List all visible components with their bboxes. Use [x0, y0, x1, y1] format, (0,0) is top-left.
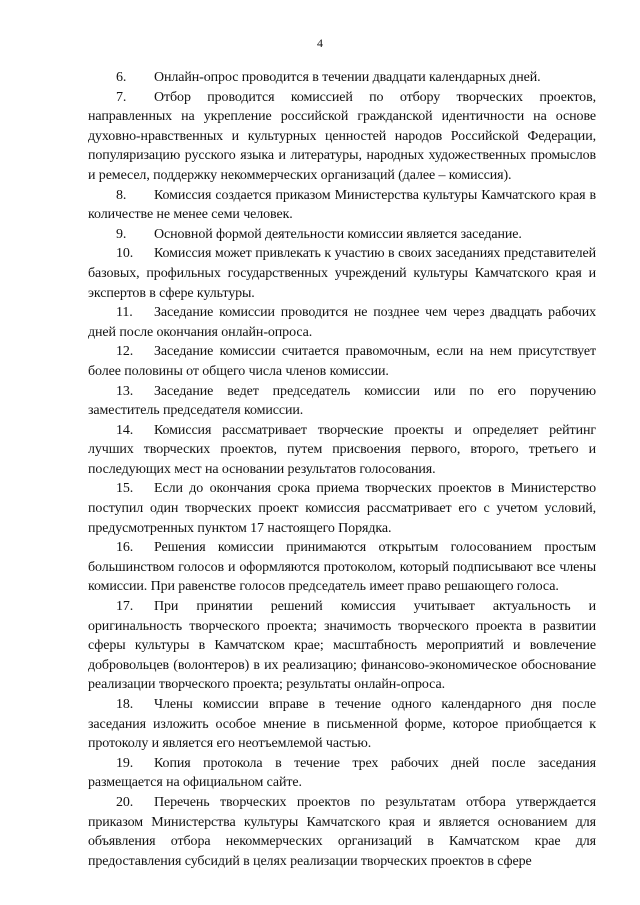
paragraph-number: 16.: [116, 540, 134, 556]
paragraph-number: 15.: [116, 481, 134, 497]
paragraph-text: Онлайн-опрос проводится в течении двадцати календарных дней.: [154, 70, 541, 85]
paragraph-text: Комиссия рассматривает творческие проекты и определяет рейтинг лучших творческих проектов, путем присвоения первого, второго, третьего и последующих мест на основании результатов голосования.: [88, 422, 596, 477]
paragraph-number: 18.: [116, 697, 134, 712]
paragraph-17: [88, 597, 596, 695]
paragraph-text: Решения комиссии принимаются открытым голосованием простым большинством голосов и оформляются протоколом, который подписывают все члены комиссии. При равенстве голосов председатель имеет право решающего голоса.: [88, 540, 596, 595]
paragraph-11: [88, 303, 596, 342]
paragraph-text: Если до окончания срока приема творческих проектов в Министерство поступил один творческих проект комиссия рассматривает его с учетом условий, предусмотренных пунктом 17 настоящего Порядка.: [88, 481, 596, 536]
paragraph-text: Члены комиссии вправе в течение одного календарного дня после заседания изложить особое мнение в письменной форме, которое приобщается к протоколу и является его неотъемлемой частью.: [88, 697, 596, 752]
paragraph-number: 6.: [116, 70, 127, 85]
paragraph-text: Копия протокола в течение трех рабочих дней после заседания размещается на официальном сайте.: [88, 755, 596, 791]
paragraph-text: При принятии решений комиссия учитывает актуальность и оригинальность творческого проекта; значимость творческого проекта в развитии сферы культуры в Камчатском крае; масштабность мероприятий и вовлечение добровольцев (волонтеров) в их реализацию; финансово-экономическое обоснование реализации творческого проекта; результаты онлайн-опроса.: [88, 599, 596, 693]
paragraph-text: Основной формой деятельности комиссии является заседание.: [154, 226, 522, 242]
paragraph-text: Комиссия может привлекать к участию в своих заседаниях представителей базовых, профильных государственных учреждений культуры Камчатского края и экспертов в сфере культуры.: [88, 246, 596, 301]
paragraph-10: [88, 244, 596, 303]
paragraph-9: [88, 225, 596, 245]
paragraph-text: Комиссия создается приказом Министерства культуры Камчатского края в количестве не менее семи человек.: [88, 187, 596, 223]
paragraph-19: [88, 754, 596, 793]
paragraph-text: Заседание ведет председатель комиссии или по его поручению заместитель председателя комиссии.: [88, 383, 596, 419]
paragraph-number: 7.: [116, 89, 127, 105]
paragraph-text: Заседание комиссии проводится не позднее чем через двадцать рабочих дней после окончания онлайн-опроса.: [88, 305, 596, 340]
paragraph-text: Отбор проводится комиссией по отбору творческих проектов, направленных на укрепление российской гражданской идентичности на основе духовно-нравственных и культурных ценностей народов Российской Федерации, популяризацию русского языка и литературы, народных художественных промыслов и ремесел, поддержку некоммерческих организаций (далее – комиссия).: [88, 89, 596, 183]
paragraph-text: Заседание комиссии считается правомочным, если на нем присутствует более половины от общего числа членов комиссии.: [88, 344, 596, 379]
paragraph-18: [88, 695, 596, 754]
paragraph-text: Перечень творческих проектов по результатам отбора утверждается приказом Министерства культуры Камчатского края и является основанием для объявления отбора некоммерческих организаций в Камчатском крае для предоставления субсидий в целях реализации творческих проектов в сфере: [88, 794, 596, 869]
paragraph-number: 17.: [116, 599, 134, 615]
document-body: [88, 68, 596, 871]
paragraph-20: [88, 793, 596, 871]
page-number: 4: [317, 36, 323, 50]
paragraph-8: [88, 186, 596, 225]
paragraph-number: 13.: [116, 383, 134, 399]
paragraph-number: 11.: [116, 305, 133, 321]
paragraph-6: [88, 68, 596, 88]
paragraph-16: [88, 538, 596, 597]
paragraph-number: 8.: [116, 187, 127, 203]
paragraph-number: 12.: [116, 344, 134, 360]
paragraph-number: 20.: [116, 794, 134, 810]
paragraph-14: [88, 421, 596, 480]
paragraph-13: [88, 382, 596, 421]
paragraph-12: [88, 342, 596, 381]
paragraph-number: 10.: [116, 246, 134, 262]
paragraph-15: [88, 479, 596, 538]
paragraph-number: 9.: [116, 226, 127, 242]
paragraph-number: 14.: [116, 422, 134, 438]
paragraph-7: [88, 88, 596, 186]
paragraph-number: 19.: [116, 755, 134, 771]
